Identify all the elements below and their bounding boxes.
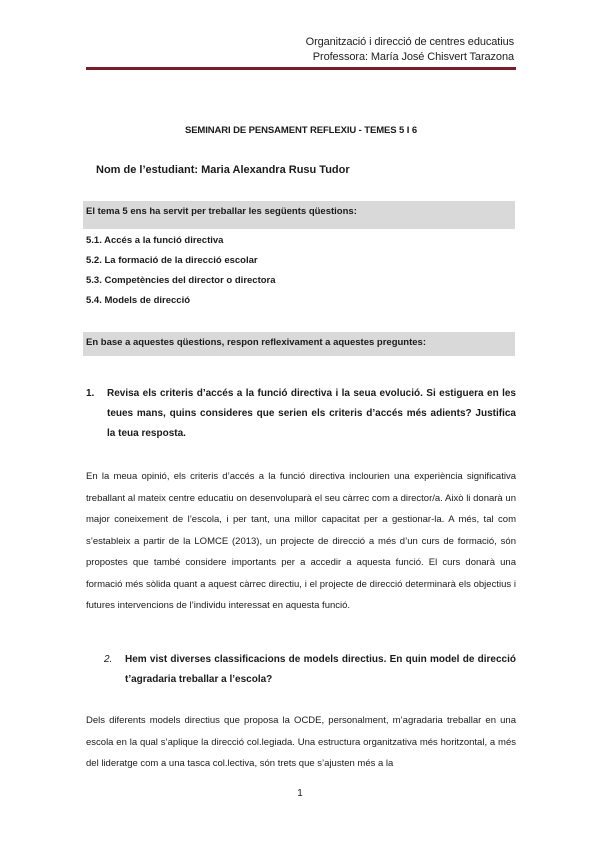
topic-item: 5.1. Accés a la funció directiva — [86, 235, 224, 246]
page-number: 1 — [297, 788, 303, 799]
topic-item: 5.2. La formació de la direcció escolar — [86, 255, 258, 266]
topic-item: 5.3. Competències del director o directora — [86, 275, 276, 286]
question-number: 1. — [86, 388, 95, 399]
question-text: Revisa els criteris d’accés a la funció directiva i la seua evolució. Si estiguera en les teues mans, quins consideres que serien els criteris d’accés més adients? Justifica la teua resposta. — [107, 388, 516, 439]
answer-2: Dels diferents models directius que proposa la OCDE, personalment, m’agradaria treballar en una escola en la qual s’aplique la direcció col.legiada. Una estructura organitzativa més horitzontal, a més del lideratge com a una tasca col.lectiva, són trets que s’ajusten més a la — [86, 715, 516, 769]
prompt-box-text: En base a aquestes qüestions, respon reflexivament a aquestes preguntes: — [86, 337, 427, 348]
header-professor: Professora: María José Chisvert Tarazona — [312, 51, 514, 63]
student-name: Nom de l’estudiant: Maria Alexandra Rusu Tudor — [96, 164, 350, 176]
question-number: 2. — [104, 654, 113, 665]
answer-1: En la meua opinió, els criteris d’accés a la funció directiva inclourien una experiència significativa treballant al mateix centre educatiu on desenvoluparà el seu càrrec com a director/a. Això li donarà un major coneixement de l’escola, i per tant, una millor capacitat per a gestionar-la. A més, tal com s’estableix a partir de la LOMCE (2013), un projecte de direcció a més d’un curs de formació, són propostes que també considere importants per a accedir a aquesta funció. El curs donarà una formació més sòlida quant a aquest càrrec directiu, i el projecte de direcció determinarà els objectius i futures intervencions de l’individu interessat en aquesta funció. — [86, 471, 516, 611]
page-title: SEMINARI DE PENSAMENT REFLEXIU - TEMES 5 I 6 — [184, 125, 418, 136]
intro-box — [83, 201, 515, 229]
prompt-box — [83, 332, 515, 356]
topic-item: 5.4. Models de direcció — [86, 295, 191, 306]
intro-box-text: El tema 5 ens ha servit per treballar les següents qüestions: — [86, 206, 357, 217]
question-text: Hem vist diverses classificacions de models directius. En quin model de direcció t’agradaria treballar a l’escola? — [125, 654, 516, 685]
header-rule — [86, 67, 516, 70]
header-course: Organització i direcció de centres educatius — [305, 36, 514, 48]
